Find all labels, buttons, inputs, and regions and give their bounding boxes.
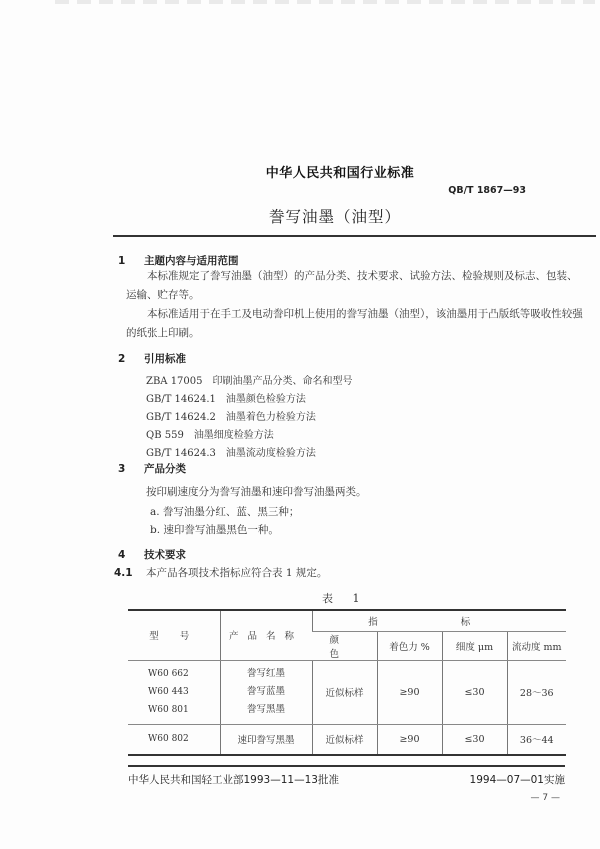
clause-text: 本产品各项技术指标应符合表 1 规定。 [146,567,328,579]
footer-divider [128,765,565,767]
section-1-paragraph-2: 本标准适用于在手工及电动誊印机上使用的誊写油墨（油型），该油墨用于凸版纸等吸收性较强的纸张上印刷。 [126,308,583,339]
table-caption: 表 1 [322,592,368,605]
product-name-cell [220,660,312,724]
reference-item [146,372,353,387]
tinting-strength-cell: ≥90 [377,724,442,755]
clause-number: 4.1 [114,567,133,579]
model-cell: W60 802 [128,724,220,755]
scan-artifact [55,0,595,4]
color-cell: 近似标样 [312,724,377,755]
header-model: 型 号 [128,610,220,660]
section-title: 引用标准 [144,353,186,365]
section-number: 2 [118,353,126,365]
header-color: 颜 色 [312,631,377,660]
standard-code: QB/T 1867—93 [448,185,526,196]
tinting-strength-cell: ≥90 [377,660,442,724]
classification-item-a: a. 誊写油墨分红、蓝、黑三种； [150,506,300,518]
header-product-name: 产品名称 [220,610,312,660]
product-name-value: 誊写红墨 [246,668,285,679]
section-2-heading [118,351,186,366]
reference-item [146,408,316,423]
document-title: 誊写油墨（油型） [268,208,401,226]
product-name-cell: 速印誊写黑墨 [220,724,312,755]
header-flow: 流动度 mm [507,631,566,660]
reference-item [146,444,316,459]
reference-code: ZBA 17005 [146,376,203,387]
section-number: 4 [118,549,126,561]
reference-title: 印刷油墨产品分类、命名和型号 [212,376,353,387]
model-value: W60 662 [148,669,189,679]
header-indicators: 指 标 [312,610,566,631]
section-number: 3 [118,463,126,475]
section-3-heading [118,461,186,476]
reference-title: 油墨颜色检验方法 [225,394,306,405]
reference-title: 油墨流动度检验方法 [225,448,316,459]
reference-title: 油墨着色力检验方法 [225,412,316,423]
fineness-cell: ≤30 [442,660,507,724]
model-cell [128,660,220,724]
section-4-heading [118,547,186,562]
standard-org-title: 中华人民共和国行业标准 [265,166,415,181]
model-value: W60 443 [148,687,189,697]
reference-title: 油墨细度检验方法 [193,430,274,441]
product-name-value: 誊写黑墨 [246,704,285,715]
section-3-intro: 按印刷速度分为誊写油墨和速印誊写油墨两类。 [146,486,367,498]
clause-4-1 [114,565,327,580]
reference-item [146,390,306,405]
reference-code: GB/T 14624.3 [146,448,216,459]
classification-item-b: b. 速印誊写油墨黑色一种。 [150,524,279,536]
reference-code: QB 559 [146,430,184,441]
flow-cell: 36～44 [507,724,566,755]
section-title: 技术要求 [144,549,186,561]
table-row [128,724,566,755]
approval-line: 中华人民共和国轻工业部1993—11—13批准 [128,774,339,786]
flow-cell: 28～36 [507,660,566,724]
reference-code: GB/T 14624.1 [146,394,216,405]
reference-item [146,426,274,441]
header-tinting-strength: 着色力 % [377,631,442,660]
title-divider [113,235,596,237]
effective-date: 1994—07—01实施 [469,774,565,786]
header-fineness: 细度 μm [442,631,507,660]
model-value: W60 801 [148,705,189,715]
fineness-cell: ≤30 [442,724,507,755]
section-number: 1 [118,255,126,267]
page-number: — 7 — [530,793,560,803]
section-1-paragraph-1: 本标准规定了誊写油墨（油型）的产品分类、技术要求、试验方法、检验规则及标志、包装、运输、贮存等。 [126,270,578,301]
specification-table [128,609,566,756]
section-title: 主题内容与适用范围 [144,255,239,267]
table-row [128,660,566,724]
reference-code: GB/T 14624.2 [146,412,216,423]
section-1-heading [118,253,239,268]
product-name-value: 誊写蓝墨 [246,686,285,697]
color-cell: 近似标样 [312,660,377,724]
section-title: 产品分类 [144,463,186,475]
